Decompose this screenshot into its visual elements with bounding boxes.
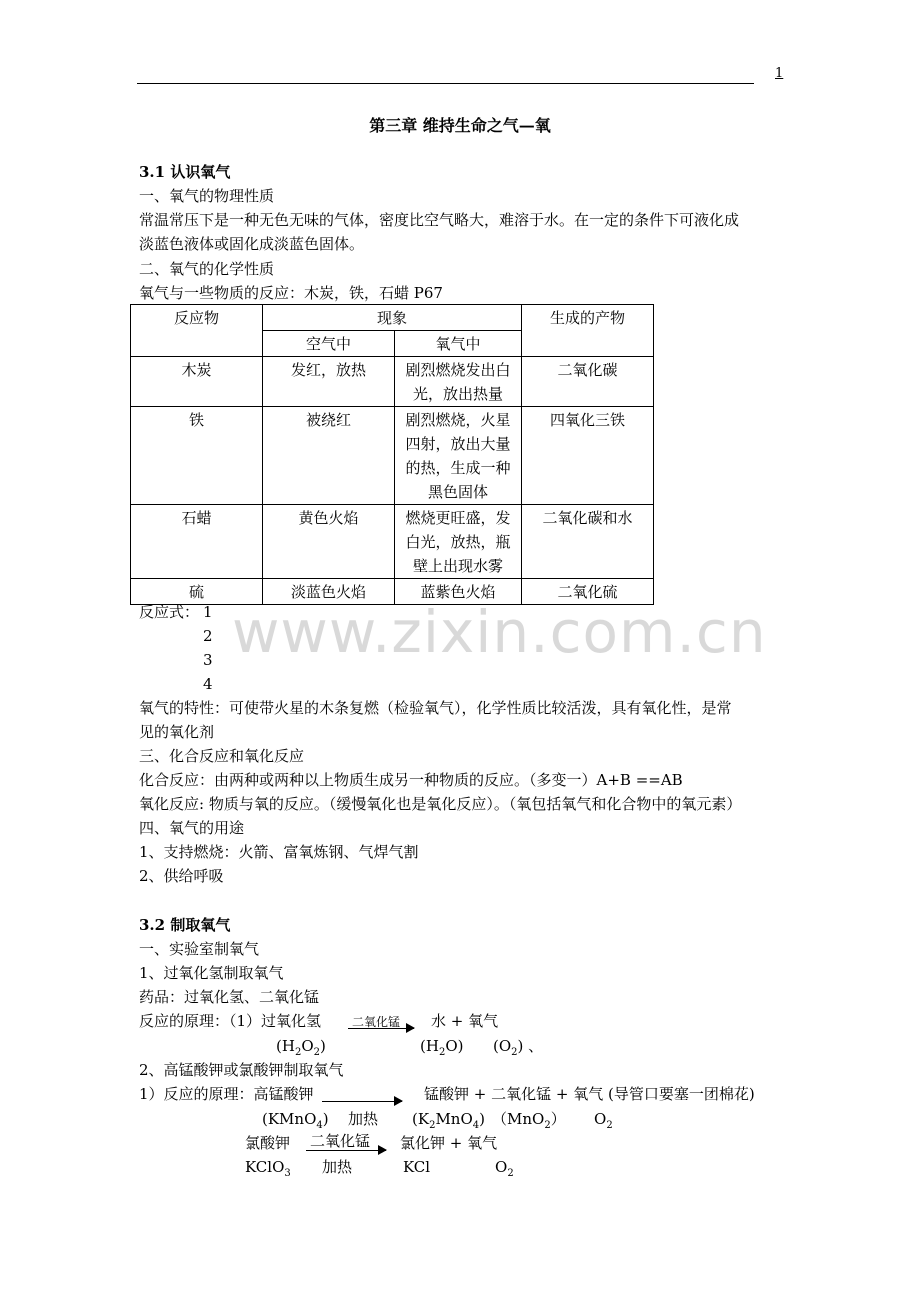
condition-heat: 加热 <box>348 1110 379 1128</box>
formula-o2: $O_2$ <box>495 1158 514 1179</box>
cell-reactant: 铁 <box>131 407 263 505</box>
method-1-products: 水 + 氧气 <box>431 1012 499 1030</box>
equation-number: 1 <box>203 603 213 621</box>
equation-label: 反应式： <box>139 603 200 621</box>
header-rule <box>137 83 754 84</box>
cell-product: 二氧化硫 <box>522 579 654 605</box>
method-2-principle: 1）反应的原理：高锰酸钾 <box>139 1085 314 1103</box>
cell-product: 四氧化三铁 <box>522 407 654 505</box>
formula-h2o: $(H_2O)$ <box>420 1037 464 1058</box>
header-in-air: 空气中 <box>263 331 395 357</box>
header-reactant: 反应物 <box>131 305 263 357</box>
formula-kmno4: (KMnO$_4$) <box>262 1110 329 1131</box>
use-2: 2、供给呼吸 <box>139 867 224 885</box>
method-2-products: 锰酸钾 + 二氧化锰 + 氧气 (导管口要塞一团棉花) <box>424 1085 755 1103</box>
formula-o2: $(O_2)$ 、 <box>493 1037 544 1058</box>
method-1-principle: 反应的原理：（1）过氧化氢 <box>139 1012 322 1030</box>
equation-number: 3 <box>203 651 213 669</box>
formula-k2mno4: $(K_2MnO_4)$ <box>412 1110 485 1131</box>
cell-oxygen-line: 的热，生成一种 <box>405 459 511 477</box>
cell-air: 淡蓝色火焰 <box>263 579 395 605</box>
combination-reaction: 化合反应：由两种或两种以上物质生成另一种物质的反应。（多变一）A+B ==AB <box>139 771 683 789</box>
table-row <box>131 407 654 505</box>
physical-properties-text-1: 常温常压下是一种无色无味的气体，密度比空气略大，难溶于水。在一定的条件下可液化成 <box>139 211 740 229</box>
section-heading-3-2: 3.2 制取氧气 <box>139 916 231 934</box>
cell-oxygen-line: 四射，放出大量 <box>405 435 511 453</box>
cell-oxygen <box>395 357 522 407</box>
cell-oxygen <box>395 407 522 505</box>
cell-product: 二氧化碳和水 <box>522 505 654 579</box>
header-in-oxygen: 氧气中 <box>395 331 522 357</box>
catalyst-label: 二氧化锰 <box>352 1015 401 1029</box>
physical-properties-text-2: 淡蓝色液体或固化成淡蓝色固体。 <box>139 235 365 253</box>
cell-oxygen-line: 光，放出热量 <box>412 385 503 403</box>
section-heading-3-1: 3.1 认识氧气 <box>139 163 231 181</box>
method-1-reagents: 药品：过氧化氢、二氧化锰 <box>139 988 320 1006</box>
equation-number: 2 <box>203 627 213 645</box>
table-header-row <box>131 305 654 331</box>
cell-reactant: 木炭 <box>131 357 263 407</box>
potassium-chlorate: 氯酸钾 <box>245 1134 291 1152</box>
cell-air: 发红，放热 <box>263 357 395 407</box>
equation-number: 4 <box>203 675 213 693</box>
cell-air: 黄色火焰 <box>263 505 395 579</box>
page-title: 第三章 维持生命之气—氧 <box>369 116 551 135</box>
cell-oxygen-line: 黑色固体 <box>427 483 488 501</box>
cell-product: 二氧化碳 <box>522 357 654 407</box>
reaction-arrow <box>348 1028 414 1029</box>
lab-preparation-heading: 一、实验室制氧气 <box>139 940 260 958</box>
reaction-types-heading: 三、化合反应和氧化反应 <box>139 747 305 765</box>
watermark: www.zixin.com.cn <box>232 598 767 666</box>
cell-oxygen-line: 蓝紫色火焰 <box>420 583 496 601</box>
reaction-arrow <box>322 1101 402 1102</box>
reactions-intro: 氧气与一些物质的反应：木炭，铁，石蜡 P67 <box>139 284 443 302</box>
oxidation-reaction: 氧化反应: 物质与氧的反应。（缓慢氧化也是氧化反应）。（氧包括氧气和化合物中的氧元素） <box>139 795 742 813</box>
oxygen-property-2: 见的氧化剂 <box>139 723 215 741</box>
cell-reactant: 石蜡 <box>131 505 263 579</box>
cell-oxygen-line: 剧烈燃烧发出白 <box>405 361 511 379</box>
kclo3-products: 氯化钾 + 氧气 <box>400 1134 498 1152</box>
formula-kclo3: KClO$_3$ <box>245 1158 291 1179</box>
formula-h2o2: $(H_2O_2)$ <box>276 1037 326 1058</box>
chemical-properties-heading: 二、氧气的化学性质 <box>139 260 275 278</box>
cell-oxygen-line: 壁上出现水雾 <box>412 557 503 575</box>
formula-kcl: KCl <box>403 1158 431 1176</box>
reaction-table <box>130 304 654 605</box>
cell-reactant: 硫 <box>131 579 263 605</box>
table-row <box>131 505 654 579</box>
page-number: 1 <box>775 66 784 81</box>
header-phenomenon: 现象 <box>263 305 522 331</box>
use-1: 1、支持燃烧：火箭、富氧炼钢、气焊气割 <box>139 843 419 861</box>
cell-oxygen-line: 燃烧更旺盛，发 <box>405 509 511 527</box>
method-2-heading: 2、高锰酸钾或氯酸钾制取氧气 <box>139 1061 344 1079</box>
physical-properties-heading: 一、氧气的物理性质 <box>139 187 275 205</box>
header-product: 生成的产物 <box>522 305 654 357</box>
table-row <box>131 357 654 407</box>
catalyst-label: 二氧化锰 <box>310 1132 371 1150</box>
formula-o2: $O_2$ <box>594 1110 613 1131</box>
method-1-heading: 1、过氧化氢制取氧气 <box>139 964 284 982</box>
cell-oxygen-line: 剧烈燃烧，火星 <box>405 411 511 429</box>
reaction-arrow <box>306 1150 386 1151</box>
cell-oxygen <box>395 505 522 579</box>
formula-mno2: （MnO$_2$） <box>492 1110 566 1131</box>
cell-oxygen-line: 白光，放热，瓶 <box>405 533 511 551</box>
oxygen-property-1: 氧气的特性：可使带火星的木条复燃（检验氧气），化学性质比较活泼，具有氧化性，是常 <box>139 699 732 717</box>
uses-heading: 四、氧气的用途 <box>139 819 245 837</box>
cell-air: 被绕红 <box>263 407 395 505</box>
condition-heat: 加热 <box>322 1158 353 1176</box>
